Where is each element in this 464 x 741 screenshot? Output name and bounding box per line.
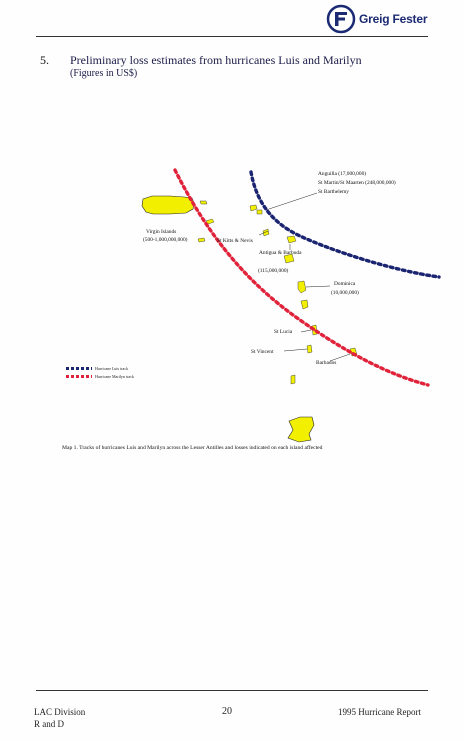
footer-rule (36, 690, 428, 691)
legend-item-marilyn (66, 374, 134, 379)
section-number: 5. (40, 53, 49, 67)
st-croix-island (198, 238, 205, 242)
st-vincent-island (307, 345, 312, 353)
legend-swatch-marilyn (66, 375, 92, 378)
company-name: Greig Fester (359, 12, 428, 26)
label-barbados: Barbados (316, 360, 337, 366)
footer-page-number: 20 (222, 706, 232, 717)
st-martin-island (257, 210, 262, 214)
grenada-island (291, 375, 295, 384)
hurricane-luis-track (251, 172, 439, 277)
label-st-kitts: St Kitts & Nevis (217, 238, 253, 244)
header-rule (36, 36, 428, 37)
legend-swatch-luis (66, 367, 92, 370)
anguilla-island (250, 205, 257, 211)
label-st-barthelemy: St Barthelemy (318, 189, 349, 195)
hurricane-tracks-map (0, 150, 464, 450)
label-st-martin: St Martin/St Maarten (248,000,000) (318, 180, 396, 186)
legend-label-marilyn: Hurricane Marilyn track (95, 374, 134, 379)
greig-fester-logo-icon (326, 4, 356, 34)
label-virgin-islands: Virgin Islands (146, 229, 177, 235)
map-caption: Map 1. Tracks of hurricanes Luis and Marilyn across the Lesser Antilles and losses indicated on each island affected (62, 445, 323, 451)
antigua-island (287, 236, 296, 243)
virgin-islands-island (200, 201, 207, 204)
st-kitts-island (263, 229, 269, 236)
label-anguilla: Anguilla (17,000,000) (318, 171, 367, 177)
label-st-lucia: St Lucia (274, 329, 293, 335)
label-antigua: Antigua & Barbuda (259, 250, 302, 256)
trinidad-island (288, 417, 314, 442)
footer-dept: R and D (34, 719, 64, 729)
label-st-vincent: St Vincent (251, 349, 274, 355)
section-title: Preliminary loss estimates from hurricanes Luis and Marilyn (70, 53, 362, 67)
section-subtitle: (Figures in US$) (70, 68, 138, 79)
dominica-island (298, 281, 306, 293)
company-logo (326, 2, 427, 36)
label-virgin-islands-value: (500-1,000,000,000) (143, 237, 188, 243)
puerto-rico-island (142, 196, 194, 214)
label-dominica-value: (10,000,000) (331, 290, 359, 296)
label-dominica: Dominica (334, 281, 356, 287)
martinique-island (301, 300, 308, 309)
footer-report-title: 1995 Hurricane Report (338, 707, 421, 717)
hurricane-marilyn-track (175, 170, 428, 385)
legend-label-luis: Hurricane Luis track (95, 366, 129, 371)
legend-item-luis (66, 366, 128, 371)
label-antigua-value: (115,000,000) (258, 268, 289, 274)
footer-division: LAC Division (34, 707, 86, 717)
